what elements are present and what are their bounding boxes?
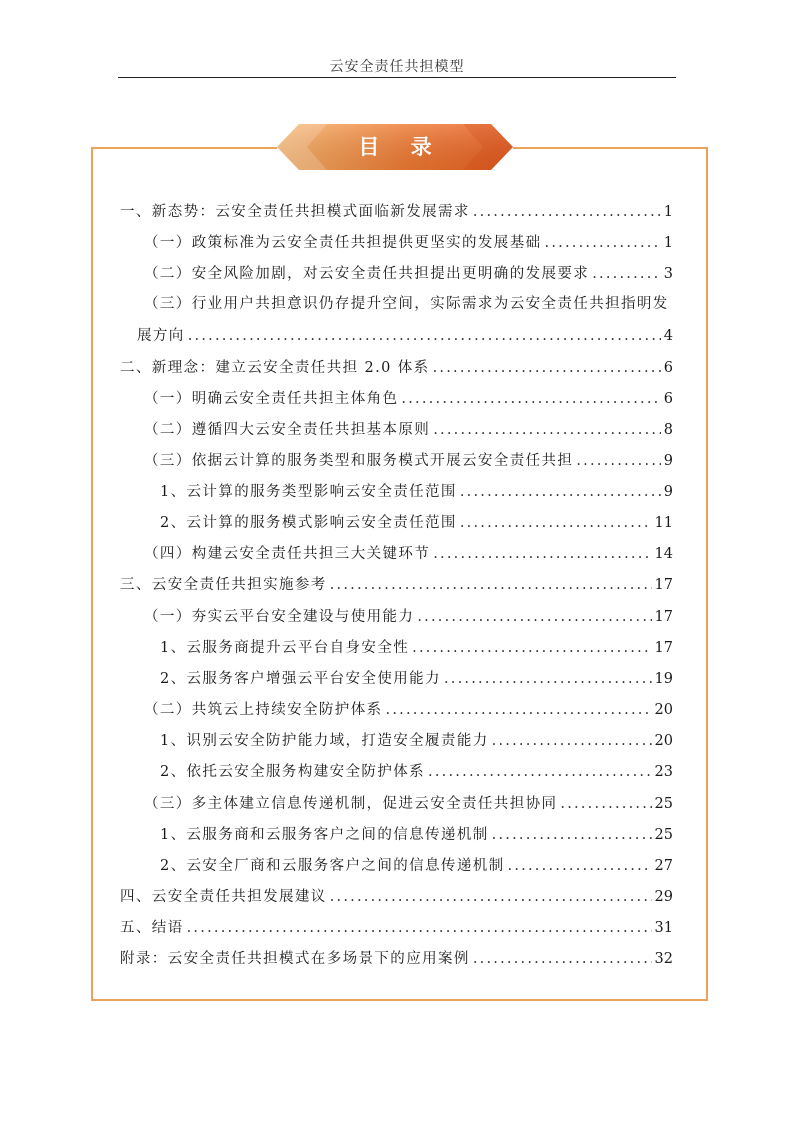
toc-entry[interactable] [160, 856, 673, 876]
toc-entry[interactable] [160, 669, 673, 689]
toc-leader-dots [417, 607, 651, 627]
toc-entry-label: 四、云安全责任共担发展建议 [120, 889, 327, 905]
toc-entry-page: 19 [654, 671, 673, 687]
toc-entry[interactable] [144, 544, 673, 564]
toc-entry-page: 9 [663, 484, 673, 500]
toc-entry-label: （一）夯实云平台安全建设与使用能力 [144, 609, 415, 625]
toc-leader-dots [433, 420, 661, 440]
toc-entry[interactable] [144, 420, 673, 440]
toc-entry-label: 附录：云安全责任共担模式在多场景下的应用案例 [120, 951, 470, 967]
toc-leader-dots [433, 358, 661, 378]
toc-entry[interactable] [120, 949, 673, 969]
toc-entry-page: 31 [654, 920, 673, 936]
toc-entry-page: 11 [654, 515, 673, 531]
toc-entry-label: 2、云计算的服务模式影响云安全责任范围 [160, 515, 457, 531]
toc-entry-page: 25 [654, 796, 673, 812]
toc-entry-label: 二、新理念：建立云安全责任共担 2.0 体系 [120, 360, 430, 376]
toc-entry-label-wrapped[interactable]: （三）行业用户共担意识仍存提升空间，实际需求为云安全责任共担指明发 [144, 296, 669, 312]
toc-entry[interactable] [120, 202, 673, 222]
toc-leader-dots [412, 638, 651, 658]
toc-leader-dots [444, 669, 652, 689]
toc-entry-page: 32 [654, 951, 673, 967]
toc-entry-page: 1 [663, 235, 673, 251]
toc-entry[interactable] [120, 358, 673, 378]
toc-entry-page: 20 [654, 702, 673, 718]
toc-leader-dots [473, 949, 652, 969]
toc-entry-label: （三）依据云计算的服务类型和服务模式开展云安全责任共担 [144, 453, 574, 469]
toc-entry-label: 2、云安全厂商和云服务客户之间的信息传递机制 [160, 858, 505, 874]
toc-leader-dots [492, 825, 652, 845]
toc-entry-page: 27 [654, 858, 673, 874]
toc-entry-page: 20 [654, 733, 673, 749]
toc-entry[interactable] [144, 451, 673, 471]
toc-entry-label: 一、新态势：云安全责任共担模式面临新发展需求 [120, 204, 470, 220]
toc-entry-label: （三）多主体建立信息传递机制，促进云安全责任共担协同 [144, 796, 558, 812]
toc-leader-dots [330, 887, 652, 907]
toc-entry-page: 9 [663, 453, 673, 469]
toc-entry-page: 6 [663, 360, 673, 376]
toc-leader-dots [545, 233, 661, 253]
toc-title: 目 录 [358, 135, 444, 159]
toc-entry[interactable] [137, 326, 673, 346]
toc-leader-dots [460, 513, 652, 533]
toc-entry[interactable] [160, 762, 673, 782]
toc-leader-dots [560, 794, 651, 814]
toc-entry[interactable] [144, 233, 673, 253]
toc-entry-page: 17 [654, 609, 673, 625]
toc-entry-label: 1、云服务商和云服务客户之间的信息传递机制 [160, 827, 489, 843]
toc-entry-page: 4 [663, 328, 673, 344]
toc-entry-page: 17 [654, 640, 673, 656]
toc-leader-dots [428, 762, 652, 782]
toc-entry-label: （一）明确云安全责任共担主体角色 [144, 391, 399, 407]
toc-entry-page: 17 [654, 577, 673, 593]
toc-entry-page: 1 [663, 204, 673, 220]
toc-entry-page: 3 [663, 266, 673, 282]
toc-entry-page: 6 [663, 391, 673, 407]
toc-entry[interactable] [160, 731, 673, 751]
toc-leader-dots [576, 451, 660, 471]
toc-leader-dots [401, 389, 660, 409]
toc-entry-label: 2、云服务客户增强云平台安全使用能力 [160, 671, 441, 687]
toc-entry-page: 23 [654, 764, 673, 780]
toc-leader-dots [187, 918, 652, 938]
toc-leader-dots [330, 575, 652, 595]
toc-leader-dots [473, 202, 661, 222]
toc-entry-label: （二）共筑云上持续安全防护体系 [144, 702, 383, 718]
toc-entry-label: （四）构建云安全责任共担三大关键环节 [144, 546, 431, 562]
toc-entry[interactable] [144, 264, 673, 284]
toc-entry-page: 8 [663, 422, 673, 438]
toc-entry-page: 29 [654, 889, 673, 905]
toc-entry-label: 展方向 [137, 328, 185, 344]
toc-entry[interactable] [144, 794, 673, 814]
toc-entry-label: 三、云安全责任共担实施参考 [120, 577, 327, 593]
toc-entry[interactable] [120, 575, 673, 595]
toc-entry-label: 1、云服务商提升云平台自身安全性 [160, 640, 410, 656]
toc-entry-label: 五、结语 [120, 920, 184, 936]
toc-entry-label: （一）政策标准为云安全责任共担提供更坚实的发展基础 [144, 235, 542, 251]
toc-leader-dots [433, 544, 651, 564]
toc-entry-page: 14 [654, 546, 673, 562]
toc-leader-dots [508, 856, 652, 876]
toc-entry[interactable] [144, 700, 673, 720]
toc-entry-label: （二）安全风险加剧，对云安全责任共担提出更明确的发展要求 [144, 266, 590, 282]
toc-entry-label: （二）遵循四大云安全责任共担基本原则 [144, 422, 431, 438]
toc-leader-dots [492, 731, 652, 751]
toc-entry[interactable] [160, 482, 673, 502]
toc-leader-dots [592, 264, 661, 284]
toc-entry-page: 25 [654, 827, 673, 843]
toc-entry[interactable] [144, 389, 673, 409]
toc-entry[interactable] [160, 638, 673, 658]
toc-entry[interactable] [144, 607, 673, 627]
toc-entry-label: 2、依托云安全服务构建安全防护体系 [160, 764, 426, 780]
toc-entry-label: 1、云计算的服务类型影响云安全责任范围 [160, 484, 457, 500]
toc-leader-dots [386, 700, 652, 720]
toc-leader-dots [460, 482, 661, 502]
toc-entry-label: 1、识别云安全防护能力域，打造安全履责能力 [160, 733, 489, 749]
toc-entry[interactable] [160, 513, 673, 533]
toc-leader-dots [188, 326, 661, 346]
running-header-title: 云安全责任共担模型 [329, 59, 465, 75]
toc-entry[interactable] [120, 887, 673, 907]
toc-entry[interactable] [120, 918, 673, 938]
toc-entry[interactable] [160, 825, 673, 845]
